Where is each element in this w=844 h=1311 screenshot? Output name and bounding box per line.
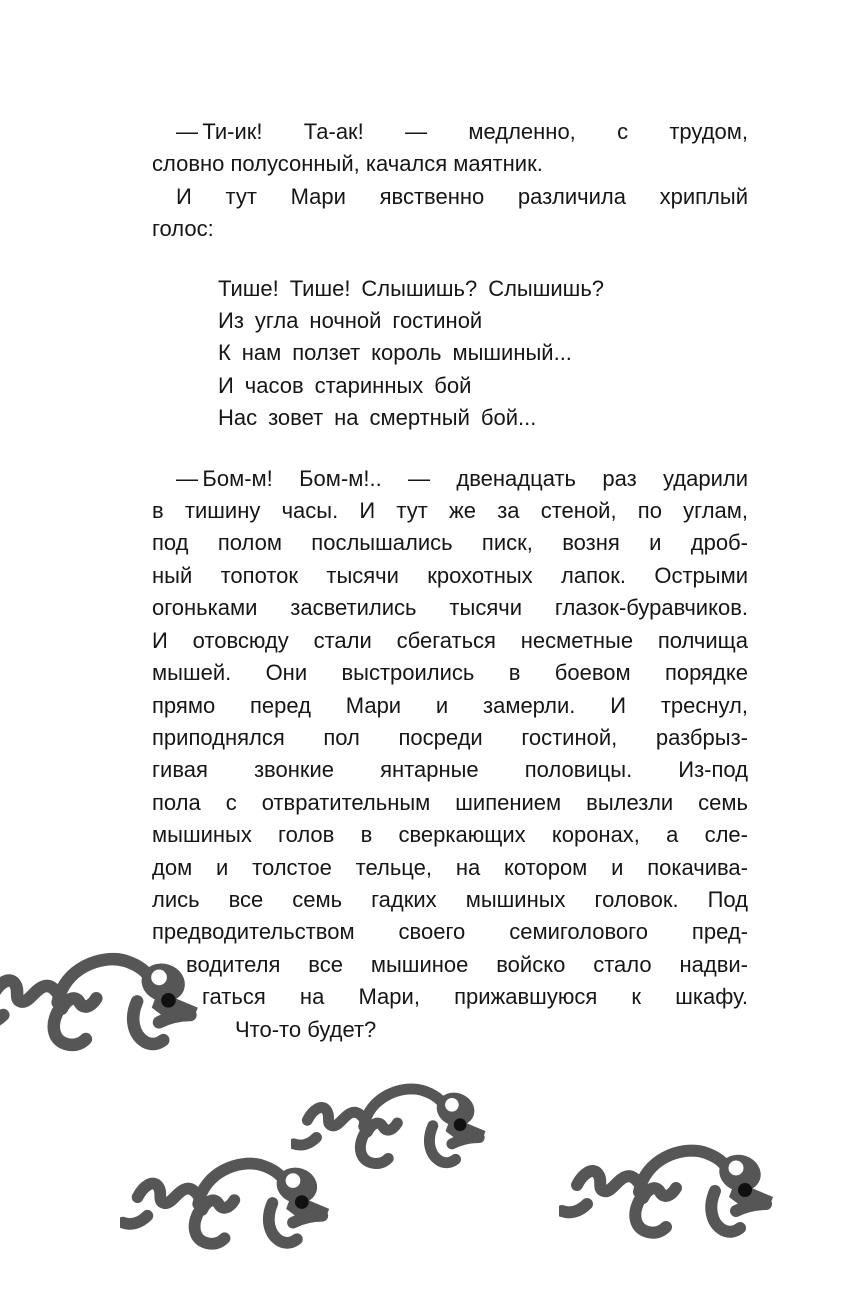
text-line: приподнялся пол посреди гостиной, разбрыз- xyxy=(152,724,748,750)
text-line: И отовсюду стали сбегаться несметные полчища xyxy=(152,627,748,653)
text-line: пола с отвратительным шипением вылезли семь xyxy=(152,789,748,815)
poem-block xyxy=(218,273,748,435)
text-line: водителя все мышиное войско стало надви- xyxy=(186,951,748,977)
paragraph-pendulum xyxy=(152,116,748,181)
text-line: гивая звонкие янтарные половицы. Из-под xyxy=(152,757,748,783)
text-line: лись все семь гадких мышиных головок. Под xyxy=(152,886,748,912)
text-line: мышей. Они выстроились в боевом порядке xyxy=(152,660,748,686)
text-line: — Ти-ик! Та-ак! — медленно, с трудом, xyxy=(176,119,748,144)
text-line: словно полусонный, качался маятник. xyxy=(152,151,543,177)
text-line: огоньками засветились тысячи глазок-буравчиков. xyxy=(152,595,748,621)
text-line: дом и толстое тельце, на котором и покачива- xyxy=(152,854,748,880)
running-mouse-icon xyxy=(120,1156,335,1254)
text-line: прямо перед Мари и замерли. И треснул, xyxy=(152,692,748,718)
poem-line: Из угла ночной гостиной xyxy=(218,308,483,334)
text-line: — Бом-м! Бом-м!.. — двенадцать раз ударили xyxy=(176,465,748,491)
text-line: под полом послышались писк, возня и дроб- xyxy=(152,530,748,556)
poem-line: Тише! Тише! Слышишь? Слышишь? xyxy=(218,275,605,301)
text-line: И тут Мари явственно различила хриплый xyxy=(176,183,748,209)
text-line: голос: xyxy=(152,216,214,242)
text-line: мышиных голов в сверкающих коронах, а сле- xyxy=(152,822,748,848)
poem-line: Нас зовет на смертный бой... xyxy=(218,405,537,431)
text-line: Что-то будет? xyxy=(235,1016,377,1042)
paragraph-mouse-army xyxy=(152,463,748,1046)
running-mouse-icon xyxy=(559,1143,779,1243)
text-line: в тишину часы. И тут же за стеной, по углам, xyxy=(152,498,748,524)
poem-line: И часов старинных бой xyxy=(218,372,472,398)
text-block xyxy=(152,116,748,1046)
poem-line: К нам ползет король мышиный... xyxy=(218,340,572,366)
paragraph-voice xyxy=(152,181,748,246)
text-line: ный топоток тысячи крохотных лапок. Острыми xyxy=(152,562,748,588)
text-line: предводительством своего семиголового пред- xyxy=(152,919,748,945)
running-mouse-icon xyxy=(0,951,204,1056)
text-line: гаться на Мари, прижавшуюся к шкафу. xyxy=(202,984,748,1010)
